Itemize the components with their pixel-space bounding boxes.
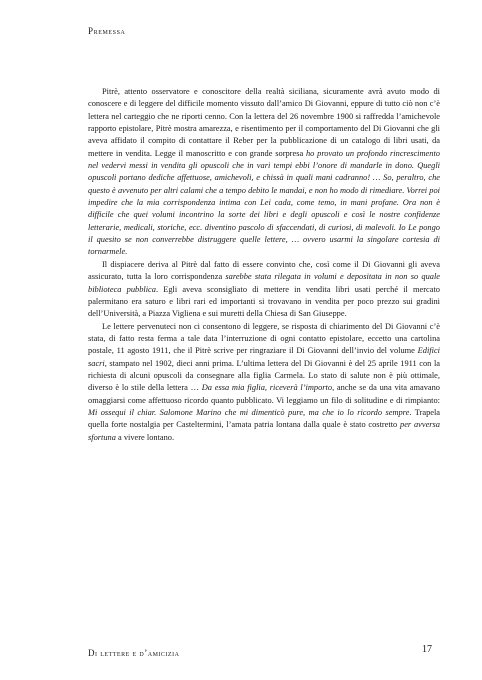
body-paragraph <box>88 259 440 321</box>
text-run: . Trapela quella forte nostalgia per Casteltermini, l’amata patria lontana dalla quale è stato costretto <box>88 407 441 430</box>
text-run: Il dispiacere deriva al Pitrè dal fatto di essere convinto che, così come il Di Giovanni gli aveva assicurato, tutta la loro corrispondenza <box>88 259 440 282</box>
italic-quote: Edifici sacri <box>88 346 440 368</box>
body-text <box>88 86 440 444</box>
italic-quote: per avversa sfortuna <box>88 420 440 442</box>
text-run: a vivere lontano. <box>115 432 175 442</box>
italic-quote: ho provato un profondo rincrescimento nel vedervi messi in vendita gli opuscoli che in vari tempi ebbi l’onore di mandarle in dono. Quegli opuscoli portano dediche affettuose, amichevoli, e chissà in quali mani cadranno! … So, peraltro, che questo è avvenuto per altri calami che a tempo debito le mandai, e non ho modo di rimediare. Vorrei poi impedire che la mia corrispondenza intima con Lei cada, come temo, in mani profane. Ora non è difficile che quei volumi incontrino la sorte dei libri e degli opuscoli e così le nostre confidenze letterarie, medicali, storiche, ecc. diventino pascolo di sfaccendati, di curiosi, di malevoli. Io Le pongo il quesito se non converrebbe distruggere quelle lettere, … ovvero usarmi la singolare cortesia di tornarmele. <box>88 148 440 257</box>
text-run: , stampato nel 1902, dieci anni prima. L’ultima lettera del Di Giovanni è del 25 aprile 1911 con la richiesta di alcuni opuscoli da consegnare alla figlia Carmela. Lo stato di salute non è più ottimale, diverso è lo stile della lettera … <box>88 358 440 393</box>
body-paragraph <box>88 321 440 444</box>
italic-quote: Mi ossequi il chiar. Salomone Marino che mi dimenticò pure, ma che io lo ricordo sempre <box>88 407 410 417</box>
running-head: Premessa <box>88 26 126 36</box>
text-run: , anche se da una vita amavano omaggiarsi come affettuoso ricordo quanto pubblicato. Vi leggiamo un filo di solitudine e di rimpianto: <box>88 383 440 405</box>
italic-quote: Da essa mia figlia, riceverà l’importo <box>201 383 333 393</box>
text-run: Pitrè, attento osservatore e conoscitore della realtà siciliana, sicuramente avrà avuto modo di conoscere e di leggere del difficile momento vissuto dall’amico Di Giovanni, eppure di tutto ciò non c’è lettera nel carteggio che ne riporti cenno. Con la lettera del 26 novembre 1900 si raffredda l’amichevole rapporto epistolare, Pitrè mostra amarezza, e risentimento per il comportamento del Di Giovanni che gli aveva affidato il compito di contattare il Reber per la pubblicazione di un catalogo di libri usati, da mettere in vendita. Legge il manoscritto e con grande sorpresa <box>88 87 440 158</box>
page-number: 17 <box>422 644 432 655</box>
text-run: Le lettere pervenuteci non ci consentono di leggere, se risposta di chiarimento del Di Giovanni c’è stata, di fatto resta ferma a tale data l’interruzione di ogni contatto epistolare, eccetto una cartolina postale, 11 agosto 1911, che il Pitrè scrive per ringraziare il Di Giovanni dell’invio del volume <box>88 321 440 356</box>
book-title-footer: Di lettere e d’amicizia <box>88 648 180 658</box>
italic-quote: sarebbe stata rilegata in volumi e depositata in non so quale biblioteca pubblica <box>88 272 440 294</box>
body-paragraph <box>88 86 440 259</box>
text-run: . Egli aveva sconsigliato di mettere in vendita libri usati perché il mercato palermitano era saturo e libri rari ed importanti si trovavano in vendita per poco prezzo sui gradini dell’Università, a Piazza Vigliena e sui muretti della Chiesa di San Giuseppe. <box>88 284 440 319</box>
